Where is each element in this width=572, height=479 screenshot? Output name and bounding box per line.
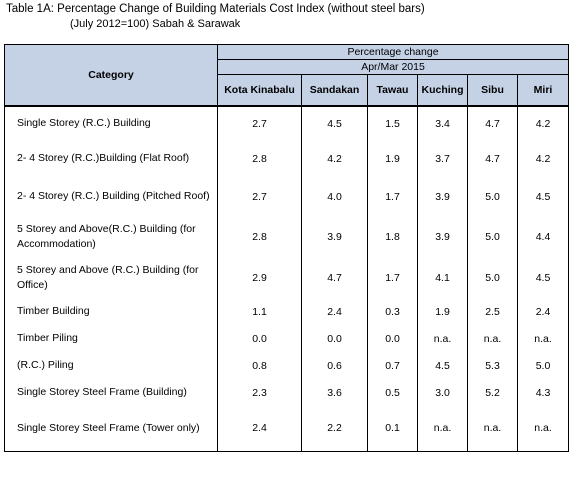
table-row xyxy=(5,325,569,352)
value-cell: 3.0 xyxy=(418,379,468,406)
value-cell: 2.4 xyxy=(302,298,368,325)
table-title: Table 1A: Percentage Change of Building Materials Cost Index (without steel bars) xyxy=(6,3,425,15)
value-cell: 5.0 xyxy=(518,352,569,379)
value-cell: 2.8 xyxy=(218,216,302,257)
value-cell: 5.3 xyxy=(468,352,518,379)
value-cell: 3.4 xyxy=(418,106,468,140)
value-cell: 2.4 xyxy=(218,406,302,451)
value-cell: 1.7 xyxy=(368,257,418,298)
value-cell: n.a. xyxy=(518,406,569,451)
value-cell: 4.7 xyxy=(468,106,518,140)
category-cell: Single Storey Steel Frame (Building) xyxy=(5,379,218,406)
value-cell: 2.8 xyxy=(218,140,302,177)
value-cell: 5.0 xyxy=(468,177,518,216)
value-cell: 4.0 xyxy=(302,177,368,216)
value-cell: 1.7 xyxy=(368,177,418,216)
column-header: Kota Kinabalu xyxy=(218,75,302,107)
category-cell: 5 Storey and Above (R.C.) Building (for Office) xyxy=(5,257,218,298)
value-cell: 2.7 xyxy=(218,177,302,216)
value-cell: 3.6 xyxy=(302,379,368,406)
percentage-change-header: Percentage change xyxy=(218,45,569,60)
value-cell: 0.5 xyxy=(368,379,418,406)
table-row xyxy=(5,106,569,140)
value-cell: 0.7 xyxy=(368,352,418,379)
column-header: Miri xyxy=(518,75,569,107)
value-cell: 0.8 xyxy=(218,352,302,379)
value-cell: 4.2 xyxy=(518,106,569,140)
cost-index-table xyxy=(4,44,569,452)
value-cell: 4.3 xyxy=(518,379,569,406)
value-cell: 0.0 xyxy=(302,325,368,352)
value-cell: 1.5 xyxy=(368,106,418,140)
value-cell: 2.3 xyxy=(218,379,302,406)
value-cell: n.a. xyxy=(418,325,468,352)
value-cell: 0.0 xyxy=(218,325,302,352)
value-cell: 4.1 xyxy=(418,257,468,298)
value-cell: 2.2 xyxy=(302,406,368,451)
value-cell: 3.9 xyxy=(418,177,468,216)
value-cell: 0.3 xyxy=(368,298,418,325)
table-row xyxy=(5,177,569,216)
value-cell: 0.0 xyxy=(368,325,418,352)
table-row xyxy=(5,406,569,451)
category-cell: Timber Piling xyxy=(5,325,218,352)
value-cell: n.a. xyxy=(468,325,518,352)
value-cell: 5.2 xyxy=(468,379,518,406)
value-cell: 5.0 xyxy=(468,216,518,257)
value-cell: 4.2 xyxy=(518,140,569,177)
value-cell: 2.9 xyxy=(218,257,302,298)
column-header: Tawau xyxy=(368,75,418,107)
value-cell: 2.7 xyxy=(218,106,302,140)
category-cell: Single Storey (R.C.) Building xyxy=(5,106,218,140)
value-cell: 4.5 xyxy=(518,257,569,298)
value-cell: 3.7 xyxy=(418,140,468,177)
value-cell: 4.2 xyxy=(302,140,368,177)
value-cell: 5.0 xyxy=(468,257,518,298)
value-cell: 2.4 xyxy=(518,298,569,325)
table-row xyxy=(5,140,569,177)
value-cell: 4.5 xyxy=(418,352,468,379)
table-row xyxy=(5,352,569,379)
value-cell: 2.5 xyxy=(468,298,518,325)
table-row xyxy=(5,298,569,325)
table-row xyxy=(5,379,569,406)
value-cell: 0.1 xyxy=(368,406,418,451)
table-row xyxy=(5,216,569,257)
value-cell: n.a. xyxy=(518,325,569,352)
value-cell: 3.9 xyxy=(302,216,368,257)
category-cell: (R.C.) Piling xyxy=(5,352,218,379)
category-cell: 2- 4 Storey (R.C.)Building (Flat Roof) xyxy=(5,140,218,177)
value-cell: 1.8 xyxy=(368,216,418,257)
column-header: Sibu xyxy=(468,75,518,107)
value-cell: 4.5 xyxy=(302,106,368,140)
category-cell: 2- 4 Storey (R.C.) Building (Pitched Roof) xyxy=(5,177,218,216)
value-cell: n.a. xyxy=(418,406,468,451)
value-cell: 4.7 xyxy=(302,257,368,298)
value-cell: n.a. xyxy=(468,406,518,451)
value-cell: 1.9 xyxy=(368,140,418,177)
category-cell: 5 Storey and Above(R.C.) Building (for Accommodation) xyxy=(5,216,218,257)
period-header: Apr/Mar 2015 xyxy=(218,60,569,75)
value-cell: 1.1 xyxy=(218,298,302,325)
column-header: Kuching xyxy=(418,75,468,107)
value-cell: 0.6 xyxy=(302,352,368,379)
column-header: Sandakan xyxy=(302,75,368,107)
value-cell: 4.7 xyxy=(468,140,518,177)
table-subtitle: (July 2012=100) Sabah & Sarawak xyxy=(70,18,241,30)
value-cell: 4.4 xyxy=(518,216,569,257)
value-cell: 3.9 xyxy=(418,216,468,257)
table-row xyxy=(5,257,569,298)
category-header: Category xyxy=(5,45,218,107)
category-cell: Timber Building xyxy=(5,298,218,325)
value-cell: 4.5 xyxy=(518,177,569,216)
category-cell: Single Storey Steel Frame (Tower only) xyxy=(5,406,218,451)
value-cell: 1.9 xyxy=(418,298,468,325)
